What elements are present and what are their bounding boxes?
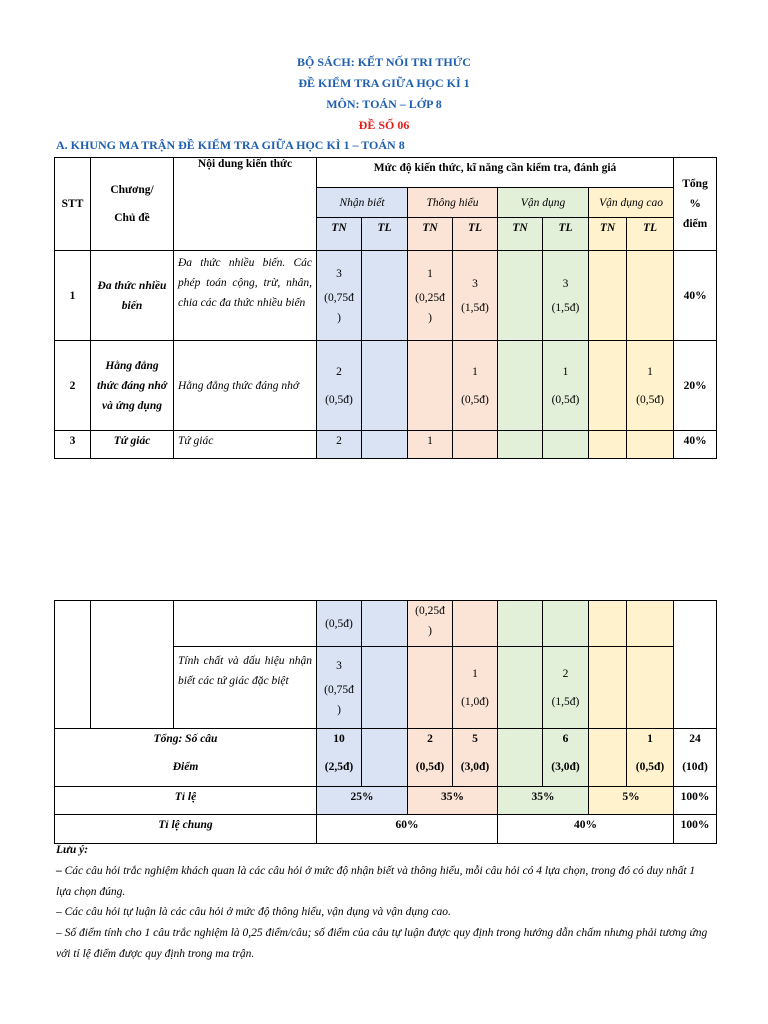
cell-line: (0,25đ — [415, 291, 445, 304]
table-row — [55, 601, 717, 647]
cell-line: 3 — [336, 267, 342, 280]
header-noidung-text: Nội dung kiến thức — [197, 158, 293, 170]
row1-vdc-tn — [589, 251, 627, 341]
header-tong-line1: Tổng — [682, 178, 708, 190]
row2-vd-tl — [543, 341, 589, 431]
ti-le-tong: 100% — [674, 787, 717, 815]
row3-nb-tn: 2 — [317, 431, 362, 459]
cell-line: 2 — [336, 365, 342, 378]
row2-nb-tl — [362, 341, 408, 431]
note-2: – Các câu hỏi tự luận là các câu hỏi ở mức độ thông hiểu, vận dụng và vận dụng cao. — [56, 906, 451, 918]
totals-th-tn — [408, 729, 453, 787]
cont-r2-th-tl — [453, 647, 498, 729]
matrix-table-continued — [54, 600, 717, 844]
row2-vdc-tn — [589, 341, 627, 431]
cont-r1-nb-tl — [362, 601, 408, 647]
totals-label — [55, 729, 317, 787]
table-row — [55, 431, 717, 459]
row2-tong: 20% — [674, 341, 717, 431]
cont-r1-nb-tn: (0,5đ) — [317, 601, 362, 647]
cell-line: ) — [428, 311, 432, 324]
subject-title: MÔN: TOÁN – LỚP 8 — [326, 97, 442, 111]
row1-noidung: Đa thức nhiều biến. Các phép toán cộng, trừ, nhân, chia các đa thức nhiều biến — [174, 251, 317, 341]
cell-line: (10đ) — [682, 761, 708, 773]
cell-line: (0,5đ) — [461, 393, 489, 406]
col-th-tl: TL — [453, 218, 498, 251]
exam-number: ĐỀ SỐ 06 — [358, 118, 410, 132]
row2-vd-tn — [498, 341, 543, 431]
cell-line: (1,0đ) — [461, 695, 489, 708]
totals-nb-tl — [362, 729, 408, 787]
cont-r1-vdc-tl — [627, 601, 674, 647]
cont-r1-vd-tl — [543, 601, 589, 647]
row3-chuong: Tứ giác — [91, 431, 174, 459]
row2-nb-tn — [317, 341, 362, 431]
row3-nb-tl — [362, 431, 408, 459]
col-vdc-tn: TN — [589, 218, 627, 251]
row3-vdc-tn — [589, 431, 627, 459]
row3-vd-tl — [543, 431, 589, 459]
totals-label-line2: Điểm — [172, 761, 199, 773]
cont-r2-vd-tl — [543, 647, 589, 729]
cell-line: (2,5đ) — [324, 761, 354, 773]
cell-line: 24 — [689, 733, 701, 745]
cell-line: 10 — [333, 733, 345, 745]
col-th-tn: TN — [408, 218, 453, 251]
cell-line: (0,5đ) — [325, 393, 353, 406]
col-nb-tn: TN — [317, 218, 362, 251]
row3-vd-tn — [498, 431, 543, 459]
totals-nb-tn — [317, 729, 362, 787]
ti-le-chung-label: Tỉ lệ chung — [55, 815, 317, 844]
cell-line: (1,5đ) — [551, 695, 580, 708]
col-vdc-tl: TL — [627, 218, 674, 251]
cell-line: 1 — [562, 365, 569, 378]
cell-line: (3,0đ) — [460, 761, 490, 773]
cell-line: (3,0đ) — [551, 761, 580, 773]
cell-line: ) — [337, 703, 341, 716]
header-tong-line3: điểm — [682, 218, 708, 230]
book-title: BỘ SÁCH: KẾT NỐI TRI THỨC — [297, 55, 471, 69]
col-vd-tl: TL — [543, 218, 589, 251]
ti-le-label: Tỉ lệ — [55, 787, 317, 815]
cell-line: (0,25đ — [415, 605, 445, 617]
cont-tong — [674, 601, 717, 729]
row2-chuong: Hằng đẳng thức đáng nhớ và ứng dụng — [91, 341, 174, 431]
level-van-dung-cao: Vận dụng cao — [589, 188, 674, 218]
cell-line: (0,5đ) — [551, 393, 580, 406]
cell-line: 6 — [562, 733, 569, 745]
cont-r1-vd-tn — [498, 601, 543, 647]
cell-line: (0,5đ) — [415, 761, 445, 773]
totals-vdc-tl — [627, 729, 674, 787]
header-stt: STT — [55, 158, 91, 251]
totals-vd-tn — [498, 729, 543, 787]
cell-line: 2 — [427, 733, 433, 745]
header-tong — [674, 158, 717, 251]
cell-line: (1,5đ) — [461, 301, 489, 314]
row3-th-tn: 1 — [408, 431, 453, 459]
row1-nb-tn — [317, 251, 362, 341]
cell-line: 1 — [472, 365, 478, 378]
col-nb-tl: TL — [362, 218, 408, 251]
cell-line: ) — [337, 311, 341, 324]
cell-line: (0,75đ — [324, 291, 354, 304]
table-row — [55, 341, 717, 431]
cell-line: 1 — [427, 267, 433, 280]
row1-tong: 40% — [674, 251, 717, 341]
row1-chuong: Đa thức nhiều biến — [91, 251, 174, 341]
ti-le-vdc: 5% — [589, 787, 674, 815]
cell-line: 3 — [472, 277, 478, 290]
cont-r1-vdc-tn — [589, 601, 627, 647]
ti-le-th: 35% — [408, 787, 498, 815]
totals-vdc-tn — [589, 729, 627, 787]
row1-th-tn — [408, 251, 453, 341]
header-chuong — [91, 158, 174, 251]
cell-line: (0,5đ) — [635, 761, 665, 773]
cell-line: 5 — [472, 733, 478, 745]
cont-r2-nb-tl — [362, 647, 408, 729]
note-1 — [56, 861, 712, 903]
row1-nb-tl — [362, 251, 408, 341]
header-tong-line2: % — [689, 198, 701, 210]
row1-vd-tl — [543, 251, 589, 341]
row3-stt: 3 — [55, 431, 91, 459]
row3-vdc-tl — [627, 431, 674, 459]
cont-r2-th-tn — [408, 647, 453, 729]
row1-th-tl — [453, 251, 498, 341]
row1-vdc-tl — [627, 251, 674, 341]
row2-th-tl — [453, 341, 498, 431]
ti-le-vd: 35% — [498, 787, 589, 815]
cell-line: 1 — [472, 667, 478, 680]
ti-le-nb: 25% — [317, 787, 408, 815]
row2-noidung: Hằng đẳng thức đáng nhớ — [174, 341, 317, 431]
cell-line: 1 — [647, 733, 653, 745]
section-title: A. KHUNG MA TRẬN ĐỀ KIỂM TRA GIỮA HỌC KÌ 1 – TOÁN 8 — [56, 138, 405, 152]
cont-r1-th-tl — [453, 601, 498, 647]
header-chuong-line1: Chương/ — [110, 184, 154, 196]
row3-noidung: Tứ giác — [174, 431, 317, 459]
header-chuong-line2: Chủ đề — [114, 212, 150, 224]
cont-r2-noidung: Tính chất và dấu hiệu nhận biết các tứ giác đặc biệt — [174, 647, 317, 729]
row2-th-tn — [408, 341, 453, 431]
row3-tong: 40% — [674, 431, 717, 459]
header-noidung — [174, 158, 317, 251]
cell-line: (1,5đ) — [551, 301, 580, 314]
row1-stt: 1 — [55, 251, 91, 341]
cell-line: 2 — [562, 667, 569, 680]
header-muc-do: Mức độ kiến thức, kĩ năng cần kiểm tra, đánh giá — [317, 158, 674, 188]
cell-line: ) — [428, 625, 432, 637]
col-vd-tn: TN — [498, 218, 543, 251]
cont-stt — [55, 601, 91, 729]
cont-r2-nb-tn — [317, 647, 362, 729]
cell-line: 3 — [562, 277, 569, 290]
cont-chuong — [91, 601, 174, 729]
cont-r1-th-tn — [408, 601, 453, 647]
cont-noidung-1 — [174, 601, 317, 647]
cell-line: 1 — [647, 365, 653, 378]
totals-tong — [674, 729, 717, 787]
level-van-dung: Vận dụng — [498, 188, 589, 218]
row3-th-tl — [453, 431, 498, 459]
level-nhan-biet: Nhận biết — [317, 188, 408, 218]
cell-line: (0,75đ — [324, 683, 354, 696]
row2-stt: 2 — [55, 341, 91, 431]
totals-th-tl — [453, 729, 498, 787]
totals-vd-tl — [543, 729, 589, 787]
ti-le-chung-b: 40% — [498, 815, 674, 844]
level-thong-hieu: Thông hiểu — [408, 188, 498, 218]
note-3: – Số điểm tính cho 1 câu trắc nghiệm là 0,25 điểm/câu; số điểm của câu tự luận được quy định trong hướng dẫn chấm nhưng phải tương ứng với tỉ lệ điểm được quy định trong ma trận. — [56, 927, 708, 960]
totals-row — [55, 729, 717, 787]
cell-line: (0,5đ) — [636, 393, 664, 406]
totals-label-line1: Tổng: Số câu — [153, 733, 218, 745]
note-1-dash: – — [56, 865, 62, 877]
notes-title: Lưu ý: — [56, 844, 89, 856]
row2-vdc-tl — [627, 341, 674, 431]
table-row — [55, 251, 717, 341]
cont-r2-vdc-tl — [627, 647, 674, 729]
note-1-text: Các câu hỏi trắc nghiệm khách quan là các câu hỏi ở mức độ nhận biết và thông hiểu, mỗi câu hỏi có 4 lựa chọn, trong đó có duy nhất 1 lựa chọn đúng. — [56, 865, 696, 898]
row1-vd-tn — [498, 251, 543, 341]
cell-line: 3 — [336, 659, 342, 672]
ti-le-row — [55, 787, 717, 815]
ti-le-chung-tong: 100% — [674, 815, 717, 844]
ti-le-chung-a: 60% — [317, 815, 498, 844]
cont-r2-vd-tn — [498, 647, 543, 729]
matrix-table — [54, 157, 717, 459]
cont-r2-vdc-tn — [589, 647, 627, 729]
exam-title: ĐỀ KIỂM TRA GIỮA HỌC KÌ 1 — [298, 76, 470, 90]
